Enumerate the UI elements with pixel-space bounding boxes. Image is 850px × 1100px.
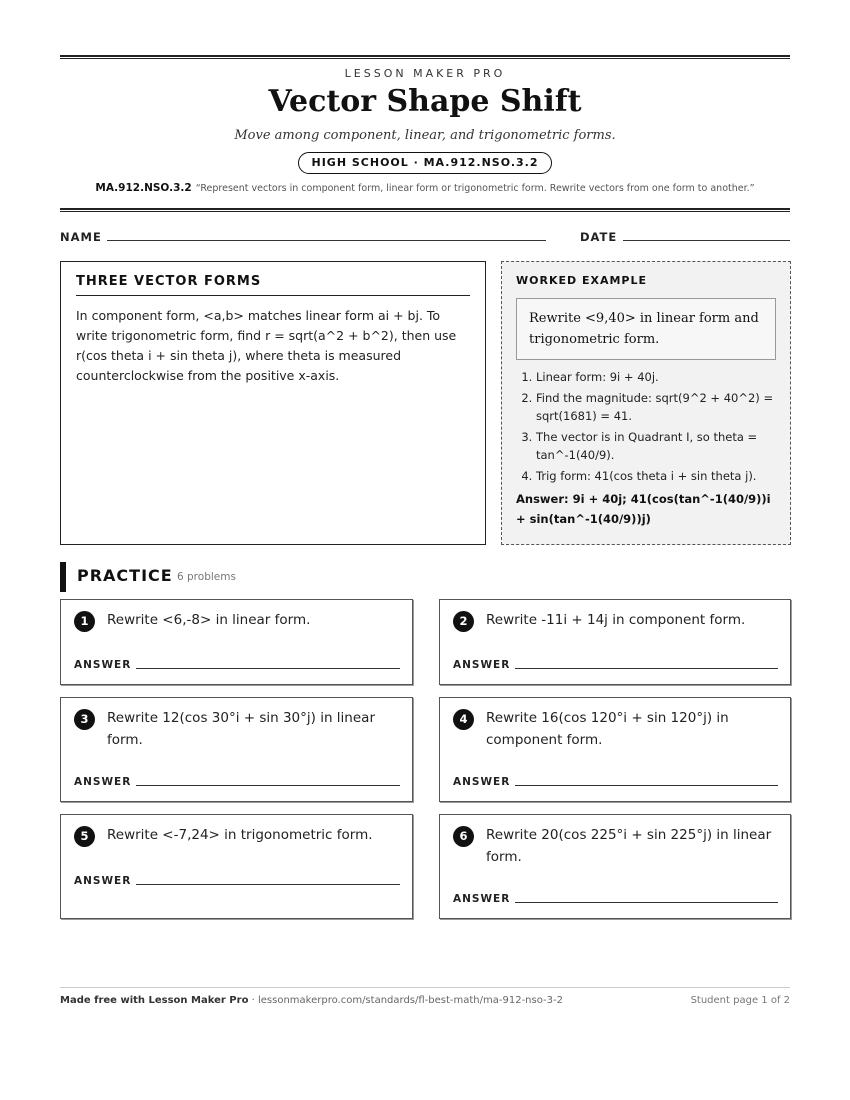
problem-card-5: [60, 814, 413, 919]
header-bottom-rule: [60, 208, 790, 212]
footer-url: · lessonmakerpro.com/standards/fl-best-math/ma-912-nso-3-2: [248, 995, 563, 1006]
footer-credit: [60, 995, 563, 1006]
problem-card-4: [439, 697, 791, 802]
problem-card-1: [60, 599, 413, 685]
name-label: NAME: [60, 230, 102, 244]
step-2: 2. Find the magnitude: sqrt(9^2 + 40^2) = sqrt(1681) = 41.: [536, 389, 776, 425]
answer-field-5[interactable]: [136, 884, 400, 885]
page-title: Vector Shape Shift: [268, 84, 582, 119]
problem-number-badge: 4: [453, 709, 474, 730]
practice-heading: PRACTICE: [77, 566, 173, 585]
answer-field-1[interactable]: [136, 668, 400, 669]
worked-example-steps: [516, 368, 776, 485]
worked-example-box: [501, 261, 791, 545]
page-indicator: Student page 1 of 2: [690, 995, 790, 1006]
answer-field-2[interactable]: [515, 668, 778, 669]
standard-code: MA.912.NSO.3.2: [95, 182, 192, 194]
problem-number-badge: 3: [74, 709, 95, 730]
problem-text: Rewrite <6,-8> in linear form.: [107, 612, 311, 628]
problem-card-3: [60, 697, 413, 802]
problem-text: Rewrite 12(cos 30°i + sin 30°j) in linear form.: [107, 710, 375, 748]
practice-count: 6 problems: [177, 571, 236, 583]
problem-text: Rewrite 16(cos 120°i + sin 120°j) in component form.: [486, 710, 729, 748]
forms-body: In component form, <a,b> matches linear form ai + bj. To write trigonometric form, find r = sqrt(a^2 + b^2), then use r(cos theta i + sin theta j), where theta is measured counterclockwise from the positive x-axis.: [76, 308, 457, 383]
answer-label: ANSWER: [453, 776, 511, 788]
worked-example-prompt: Rewrite <9,40> in linear form and trigonometric form.: [516, 298, 776, 360]
step-3: 3. The vector is in Quadrant I, so theta = tan^-1(40/9).: [536, 428, 776, 464]
problem-text: Rewrite 20(cos 225°i + sin 225°j) in linear form.: [486, 827, 772, 865]
worked-example-heading: WORKED EXAMPLE: [516, 274, 647, 287]
step-4: 4. Trig form: 41(cos theta i + sin theta j).: [536, 467, 776, 485]
answer-label: ANSWER: [453, 893, 511, 905]
worked-example-answer: Answer: 9i + 40j; 41(cos(tan^-1(40/9))i + sin(tan^-1(40/9))j): [516, 492, 771, 526]
standard-description: [0, 182, 850, 194]
date-field[interactable]: [623, 240, 790, 241]
problem-text: Rewrite <-7,24> in trigonometric form.: [107, 827, 373, 843]
problem-number-badge: 1: [74, 611, 95, 632]
header-top-rule: [60, 55, 790, 59]
problem-number-badge: 5: [74, 826, 95, 847]
date-label: DATE: [580, 230, 618, 244]
practice-accent-bar: [60, 562, 66, 592]
level-badge: HIGH SCHOOL · MA.912.NSO.3.2: [298, 152, 552, 174]
answer-label: ANSWER: [74, 659, 132, 671]
footer-made-with: Made free with Lesson Maker Pro: [60, 995, 249, 1006]
answer-label: ANSWER: [453, 659, 511, 671]
forms-heading: THREE VECTOR FORMS: [76, 274, 470, 296]
problem-number-badge: 2: [453, 611, 474, 632]
footer-rule: [60, 987, 790, 988]
page-subtitle: Move among component, linear, and trigonometric forms.: [234, 128, 616, 143]
three-vector-forms-box: [60, 261, 486, 545]
problem-card-6: [439, 814, 791, 919]
step-1: 1. Linear form: 9i + 40j.: [536, 368, 776, 386]
problem-card-2: [439, 599, 791, 685]
answer-field-4[interactable]: [515, 785, 778, 786]
standard-text: “Represent vectors in component form, linear form or trigonometric form. Rewrite vectors from one form to another.”: [195, 183, 755, 194]
name-field[interactable]: [107, 240, 546, 241]
problem-number-badge: 6: [453, 826, 474, 847]
answer-field-6[interactable]: [515, 902, 778, 903]
answer-field-3[interactable]: [136, 785, 400, 786]
problem-text: Rewrite -11i + 14j in component form.: [486, 612, 746, 628]
brand-name: LESSON MAKER PRO: [344, 67, 506, 80]
answer-label: ANSWER: [74, 776, 132, 788]
answer-label: ANSWER: [74, 875, 132, 887]
